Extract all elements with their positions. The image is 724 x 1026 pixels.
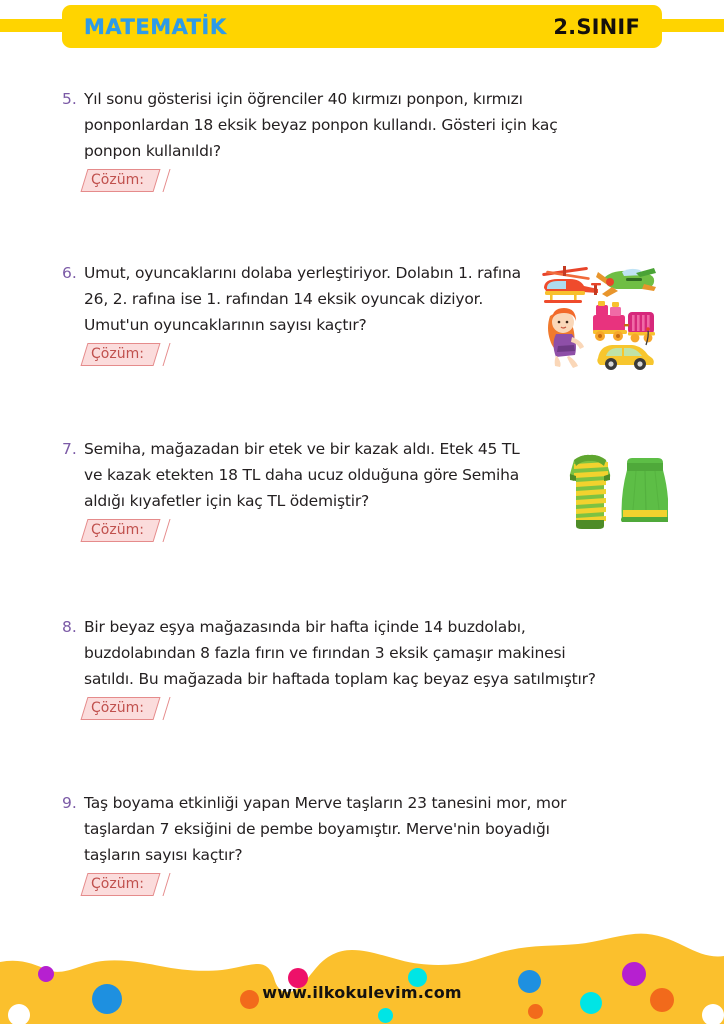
skirt-icon [621,458,668,522]
solution-label: Çözüm: [91,346,144,362]
solution-slash [162,873,183,896]
confetti-dot [8,1004,30,1026]
question-8-number: 8. [62,618,77,636]
question-8-solution-area[interactable] [84,697,199,721]
page-header [0,0,724,56]
clothes-illustration [560,450,668,540]
doll-icon [548,308,584,368]
confetti-dot [528,1004,543,1019]
question-5-number: 5. [62,90,77,108]
grade-label: 2.SINIF [553,14,640,39]
train-icon [593,301,655,342]
solution-slash [162,697,183,720]
solution-slash [162,169,183,192]
question-8 [62,614,662,721]
footer-url[interactable]: www.ilkokulevim.com [262,983,462,1002]
confetti-dot [38,966,54,982]
solution-slash [162,343,183,366]
question-6-text: Umut, oyuncaklarını dolaba yerleştiriyor. Dolabın 1. rafına 26, 2. rafına ise 1. rafından 14 eksik oyuncak diziyor. Umut'un oyuncaklarının sayısı kaçtır? [84,264,521,334]
question-8-text: Bir beyaz eşya mağazasında bir hafta içinde 14 buzdolabı, buzdolabından 8 fazla fırın ve fırından 3 eksik çamaşır makinesi satıldı. Bu mağazada bir haftada toplam kaç beyaz eşya satılmıştır? [84,618,596,688]
airplane-icon [596,268,656,297]
solution-label: Çözüm: [91,172,144,188]
question-9-solution-area[interactable] [84,873,199,897]
page-title: MATEMATİK [84,14,227,39]
header-banner [62,5,662,48]
solution-label: Çözüm: [91,700,144,716]
question-9-number: 9. [62,794,77,812]
question-7-solution-area[interactable] [84,519,199,543]
question-5 [62,86,662,193]
question-6-solution-area[interactable] [84,343,199,367]
page-footer [0,920,724,1024]
confetti-dot [702,1004,724,1026]
solution-slash [162,519,183,542]
question-5-solution-area[interactable] [84,169,199,193]
helicopter-icon [542,266,601,303]
question-9-text: Taş boyama etkinliği yapan Merve taşların 23 tanesini mor, mor taşlardan 7 eksiğini de pembe boyamıştır. Merve'nin boyadığı taşların sayısı kaçtır? [84,794,567,864]
question-7-text: Semiha, mağazadan bir etek ve bir kazak aldı. Etek 45 TL ve kazak etekten 18 TL daha ucuz olduğuna göre Semiha aldığı kıyafetler için kaç TL ödemiştir? [84,440,520,510]
question-9 [62,790,662,897]
toys-illustration [536,258,658,370]
solution-label: Çözüm: [91,876,144,892]
question-7-number: 7. [62,440,77,458]
confetti-dot [378,1008,393,1023]
sweater-icon [570,455,610,529]
question-6-number: 6. [62,264,77,282]
solution-label: Çözüm: [91,522,144,538]
question-5-text: Yıl sonu gösterisi için öğrenciler 40 kırmızı ponpon, kırmızı ponponlardan 18 eksik beyaz ponpon kullandı. Gösteri için kaç ponpon kullanıldı? [84,90,558,160]
